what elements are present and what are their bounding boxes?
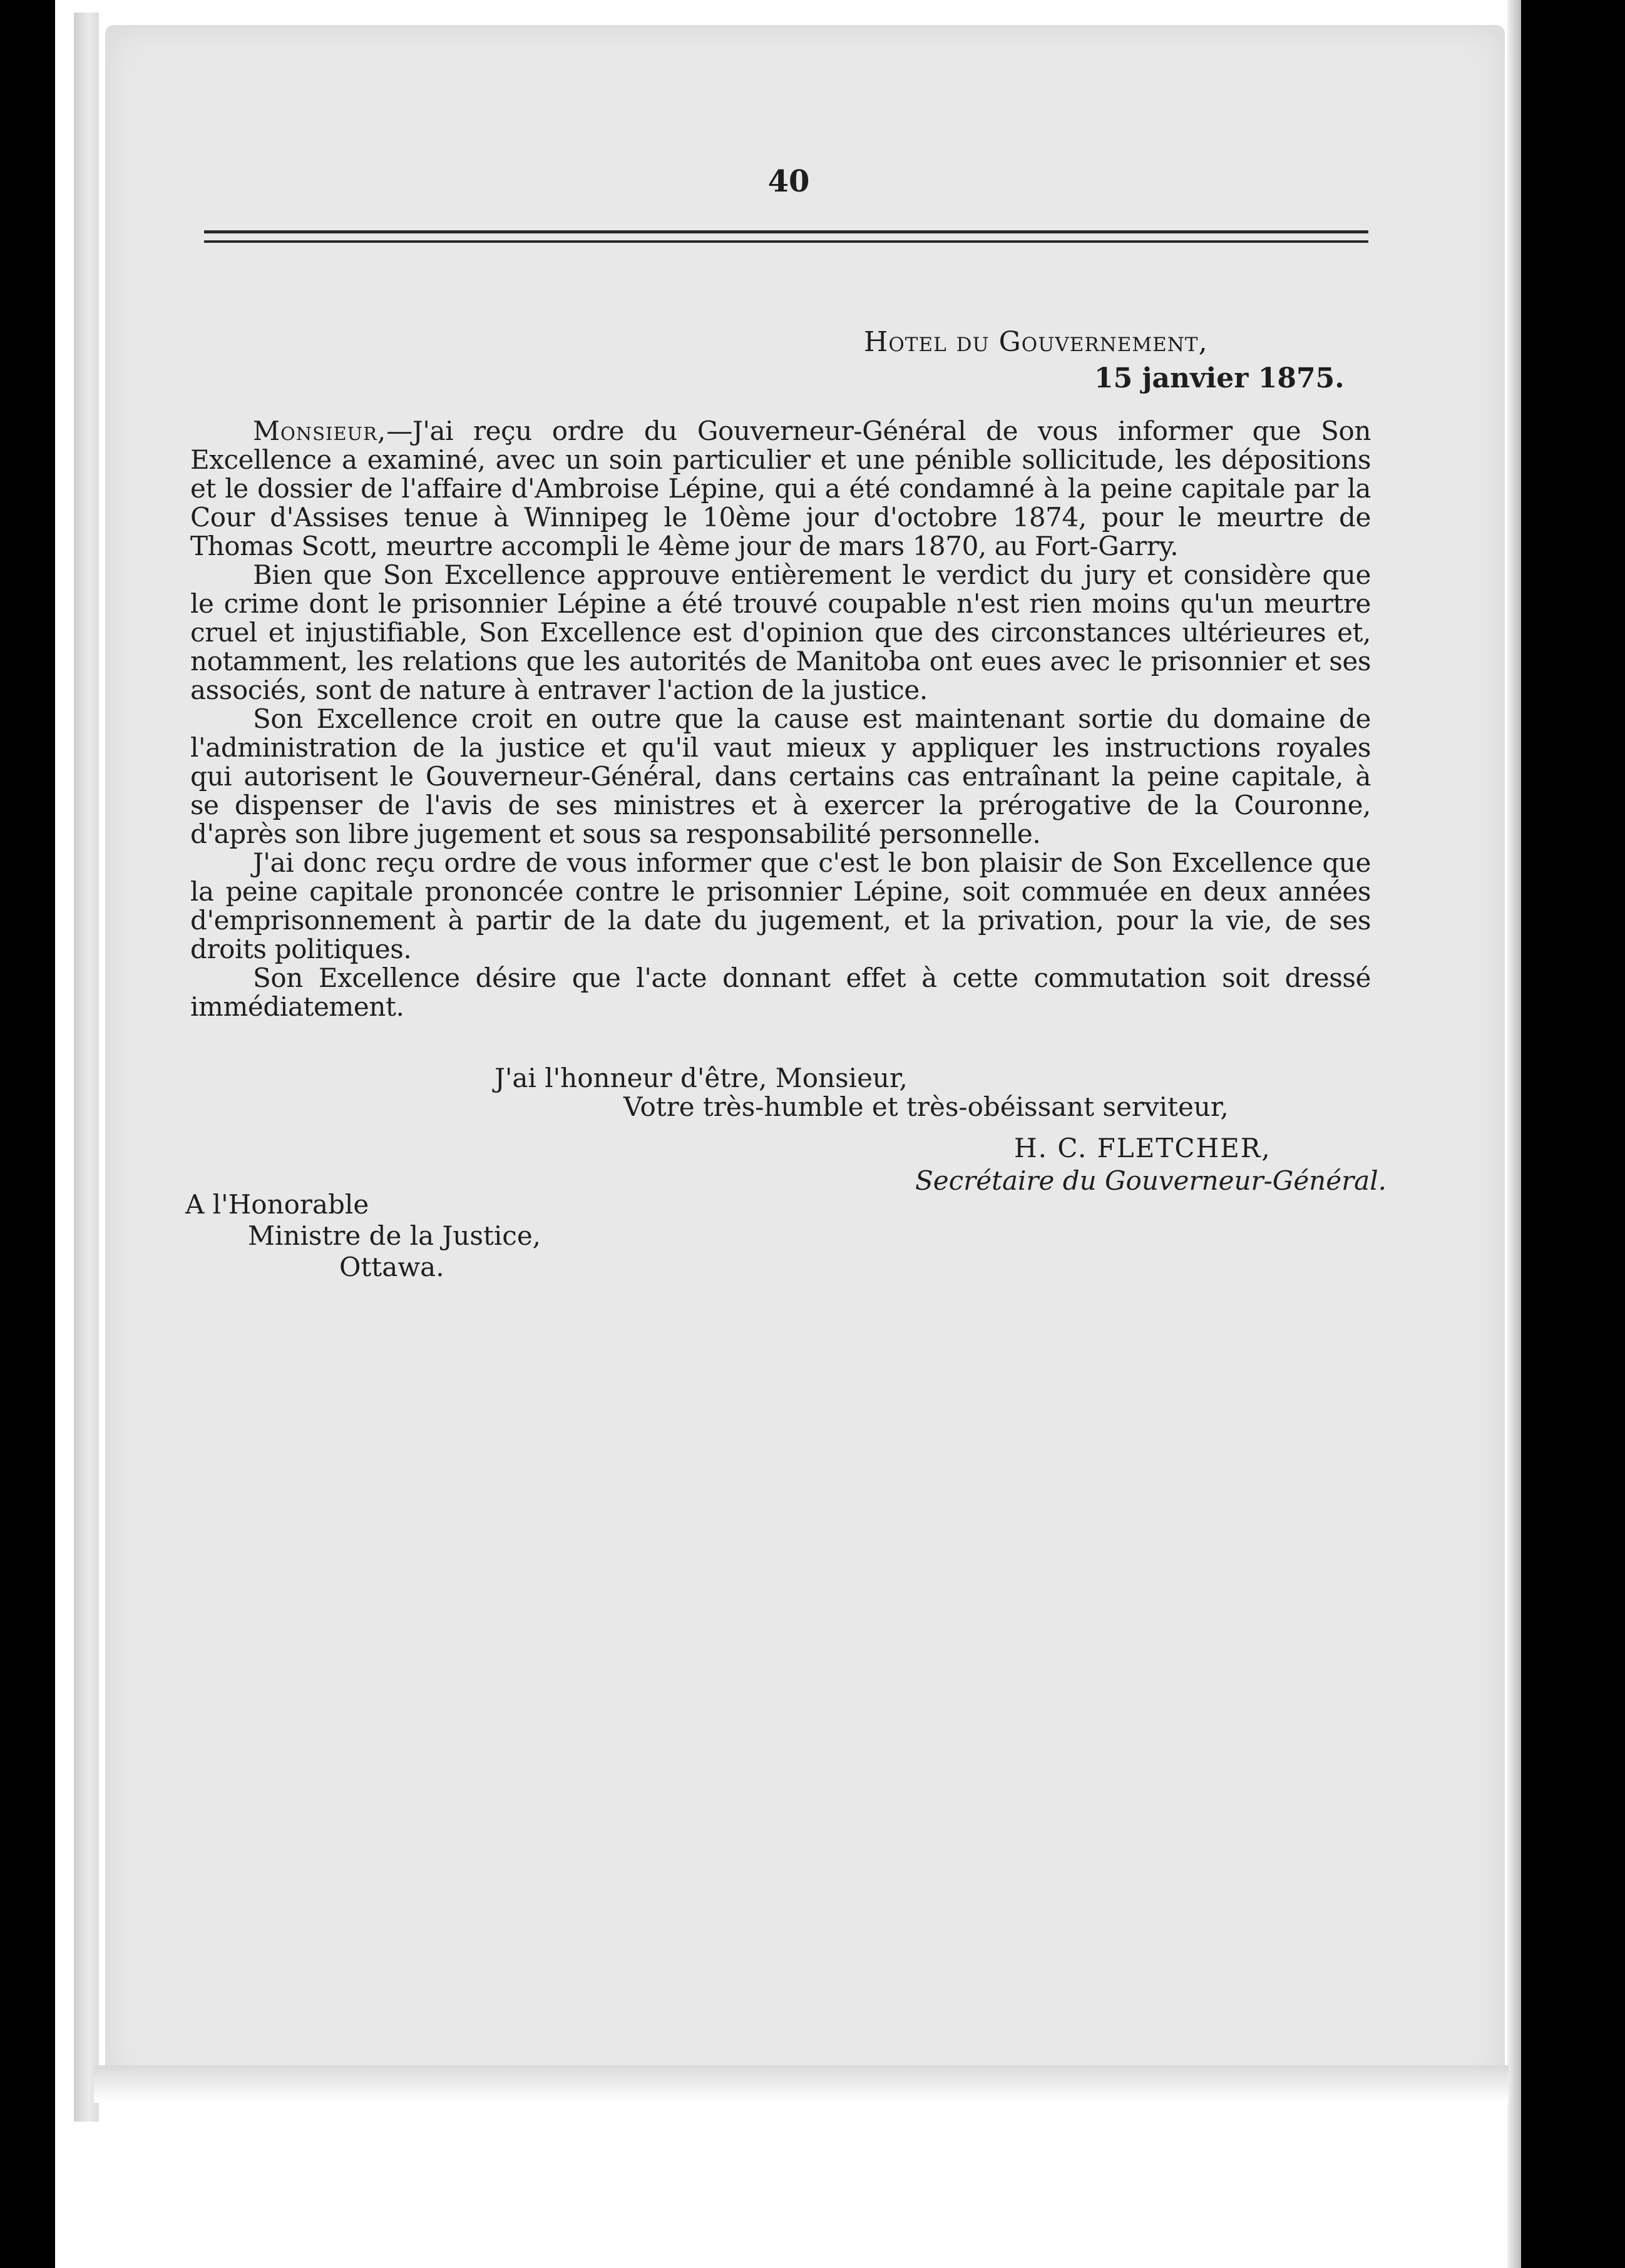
- paragraph-3-line-4: se dispenser de l'avis de ses ministres et à exercer la prérogative de la Couronne,: [190, 790, 1371, 820]
- page-edge-left: [74, 13, 99, 2122]
- paragraph-2-line-5: associés, sont de nature à entraver l'action de la justice.: [190, 675, 928, 705]
- paragraph-3-line-5: d'après son libre jugement et sous sa responsabilité personnelle.: [190, 819, 1041, 849]
- closing-line-2: Votre très-humble et très-obéissant serviteur,: [623, 1091, 1229, 1122]
- closing-line-1: J'ai l'honneur d'être, Monsieur,: [495, 1063, 908, 1093]
- paragraph-3-line-3: qui autorisent le Gouverneur-Général, dans certains cas entraînant la peine capitale, à: [190, 761, 1371, 792]
- paragraph-2-line-3: cruel et injustifiable, Son Excellence est d'opinion que des circonstances ultérieures et,: [190, 617, 1371, 648]
- paper-page: [105, 25, 1505, 2090]
- paragraph-5-line-1: Son Excellence désire que l'acte donnant effet à cette commutation soit dressé: [253, 963, 1371, 993]
- paragraph-2-line-1: Bien que Son Excellence approuve entièrement le verdict du jury et considère que: [253, 559, 1371, 590]
- header-rule-bottom: [204, 240, 1368, 243]
- scan-border-left: [0, 0, 55, 2268]
- paragraph-3-line-2: l'administration de la justice et qu'il vaut mieux y appliquer les instructions royales: [190, 732, 1371, 763]
- address-line: Hotel du Gouvernement,: [864, 326, 1208, 358]
- paragraph-4-line-4: droits politiques.: [190, 934, 412, 964]
- date-line: 15 janvier 1875.: [1094, 362, 1345, 394]
- page-bottom-shadow: [94, 2065, 1509, 2103]
- paragraph-2-line-2: le crime dont le prisonnier Lépine a été trouvé coupable n'est rien moins qu'un meurtre: [190, 588, 1371, 619]
- page-edge-right: [1507, 0, 1521, 2268]
- paragraph-4-line-2: la peine capitale prononcée contre le prisonnier Lépine, soit commuée en deux années: [190, 876, 1371, 907]
- scan-border-right: [1521, 0, 1625, 2268]
- paragraph-5-line-2: immédiatement.: [190, 991, 404, 1022]
- recipient-line-2: Ministre de la Justice,: [248, 1220, 541, 1251]
- recipient-line-3: Ottawa.: [339, 1252, 444, 1282]
- signature-name: H. C. FLETCHER,: [1014, 1133, 1271, 1163]
- paragraph-1-line-3: et le dossier de l'affaire d'Ambroise Lépine, qui a été condamné à la peine capitale par la: [190, 473, 1371, 504]
- salutation: Monsieur,: [253, 416, 387, 446]
- paragraph-1-line-1: Monsieur,—J'ai reçu ordre du Gouverneur-Général de vous informer que Son: [253, 416, 1371, 446]
- header-rule-top: [204, 230, 1368, 233]
- signature-title: Secrétaire du Gouverneur-Général.: [915, 1165, 1387, 1196]
- paragraph-1-line-4: Cour d'Assises tenue à Winnipeg le 10ème jour d'octobre 1874, pour le meurtre de: [190, 502, 1371, 533]
- paragraph-3-line-1: Son Excellence croit en outre que la cause est maintenant sortie du domaine de: [253, 703, 1371, 734]
- paragraph-1-line-2: Excellence a examiné, avec un soin particulier et une pénible sollicitude, les dépositions: [190, 444, 1371, 475]
- recipient-line-1: A l'Honorable: [185, 1189, 369, 1220]
- paragraph-2-line-4: notamment, les relations que les autorités de Manitoba ont eues avec le prisonnier et ses: [190, 646, 1371, 677]
- paragraph-1-line-5: Thomas Scott, meurtre accompli le 4ème jour de mars 1870, au Fort-Garry.: [190, 531, 1179, 561]
- paragraph-4-line-3: d'emprisonnement à partir de la date du jugement, et la privation, pour la vie, de ses: [190, 905, 1371, 936]
- paragraph-4-line-1: J'ai donc reçu ordre de vous informer que c'est le bon plaisir de Son Excellence que: [253, 847, 1371, 878]
- page-number: 40: [767, 164, 810, 199]
